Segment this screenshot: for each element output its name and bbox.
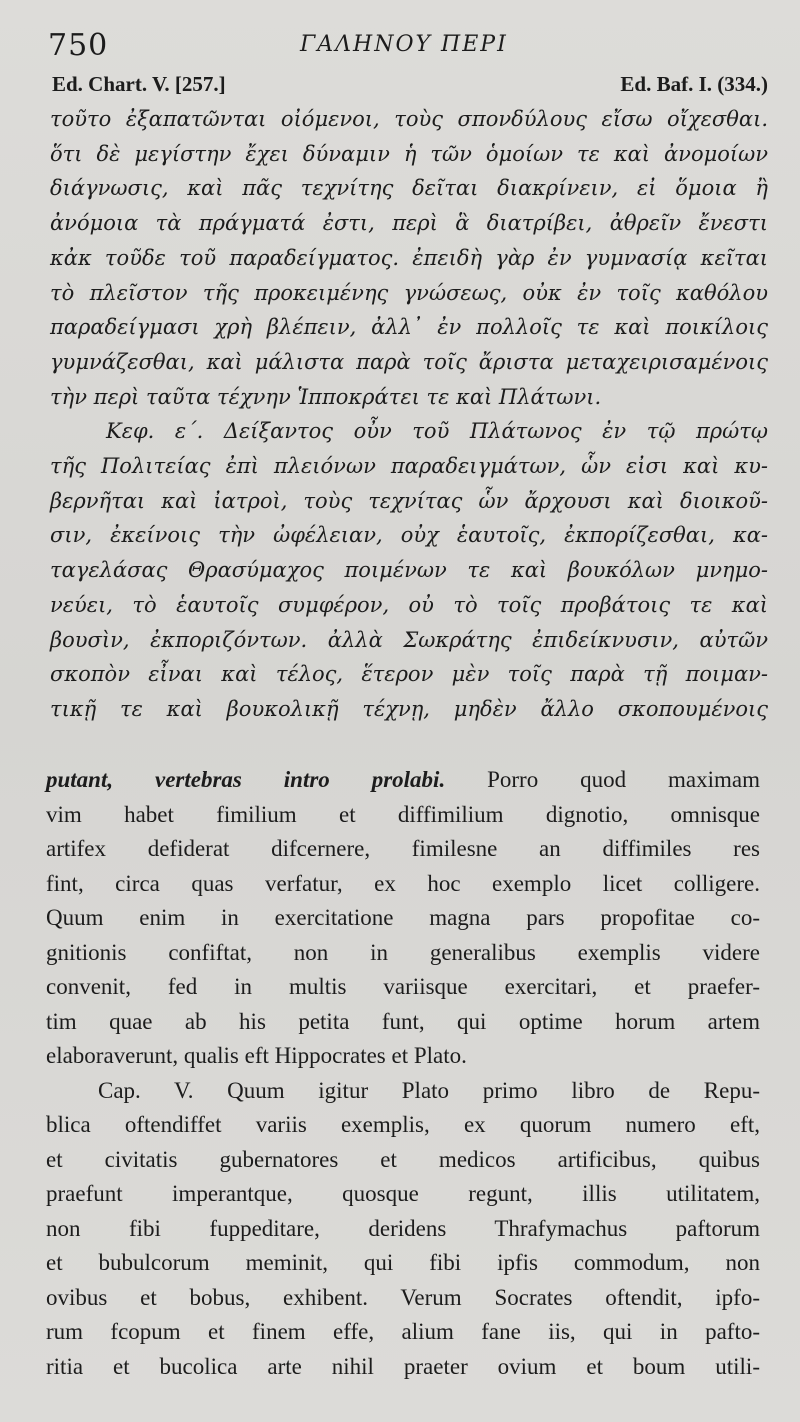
edition-references bbox=[52, 72, 768, 100]
latin-line: vim habet fimilium et diffimilium dignotio, omnisque bbox=[46, 801, 760, 827]
greek-line: ἀνόμοια τὰ πράγματά ἐστι, περὶ ἃ διατρίβει, ἀθρεῖν ἔνεστι bbox=[50, 211, 768, 236]
greek-line: ὅτι δὲ μεγίστην ἔχει δύναμιν ἡ τῶν ὁμοίων τε καὶ ἀνομοίων bbox=[50, 141, 768, 166]
edition-reference-right: Ed. Baf. I. (334.) bbox=[620, 72, 768, 96]
running-head: ΓΑΛΗΝΟΥ ΠΕΡΙ bbox=[300, 32, 508, 57]
latin-line: elaboraverunt, qualis eft Hippocrates et Plato. bbox=[46, 1043, 467, 1068]
latin-line: fint, circa quas verfatur, ex hoc exemplo licet colligere. bbox=[46, 870, 760, 896]
greek-line: ταγελάσας Θρασύμαχος ποιμένων τε καὶ βουκόλων μνημο- bbox=[50, 558, 768, 583]
greek-line: σκοπὸν εἶναι καὶ τέλος, ἕτερον μὲν τοῖς παρὰ τῇ ποιμαν- bbox=[50, 662, 768, 687]
latin-line: rum fcopum et finem effe, alium fane iis, qui in pafto- bbox=[46, 1319, 760, 1344]
greek-text-block bbox=[50, 102, 768, 727]
latin-line: blica oftendiffet variis exemplis, ex quorum numero eft, bbox=[46, 1112, 760, 1137]
latin-line: Quum enim in exercitatione magna pars propofitae co- bbox=[46, 905, 760, 930]
latin-line: non fibi fuppeditare, deridens Thrafymachus paftorum bbox=[46, 1215, 760, 1241]
greek-line: τὴν περὶ ταῦτα τέχνην Ἱπποκράτει τε καὶ Πλάτωνι. bbox=[50, 384, 602, 409]
greek-line: τῆς Πολιτείας ἐπὶ πλειόνων παραδειγμάτων, ὧν εἰσι καὶ κυ- bbox=[50, 454, 768, 479]
greek-line: παραδείγμασι χρὴ βλέπειν, ἀλλ᾽ ἐν πολλοῖς τε καὶ ποικίλοις bbox=[50, 315, 768, 340]
page-number: 750 bbox=[48, 28, 109, 63]
greek-line: τοῦτο ἐξαπατῶνται οἰόμενοι, τοὺς σπονδύλους εἴσω οἴχεσθαι. bbox=[50, 107, 768, 131]
greek-line: γυμνάζεσθαι, καὶ μάλιστα παρὰ τοῖς ἄριστα μεταχειρισαμένοις bbox=[50, 349, 768, 374]
latin-line: ritia et bucolica arte nihil praeter ovium et boum utili- bbox=[46, 1353, 760, 1379]
latin-line: praefunt imperantque, quosque regunt, illis utilitatem, bbox=[46, 1181, 760, 1206]
greek-line: βερνῆται καὶ ἰατροὶ, τοὺς τεχνίτας ὧν ἄρχουσι καὶ διοικοῦ- bbox=[50, 488, 768, 513]
greek-line: τὸ πλεῖστον τῆς προκειμένης γνώσεως, οὐκ ἐν τοῖς καθόλου bbox=[50, 280, 768, 305]
latin-line: tim quae ab his petita funt, qui optime horum artem bbox=[46, 1008, 760, 1034]
latin-chapter-start-line: Cap. V. Quum igitur Plato primo libro de Repu- bbox=[98, 1077, 760, 1103]
latin-line-first bbox=[46, 763, 760, 798]
greek-line: νεύει, τὸ ἑαυτοῖς συμφέρον, οὐ τὸ τοῖς προβάτοις τε καὶ bbox=[50, 592, 768, 617]
greek-chapter-start-line: Κεφ. ε΄. Δείξαντος οὖν τοῦ Πλάτωνος ἐν τῷ πρώτῳ bbox=[106, 419, 768, 444]
greek-line: βουσὶν, ἐκποριζόντων. ἀλλὰ Σωκράτης ἐπιδείκνυσιν, αὐτῶν bbox=[50, 627, 768, 652]
latin-line: gnitionis confiftat, non in generalibus exemplis videre bbox=[46, 939, 760, 965]
greek-line: σιν, ἐκείνοις τὴν ὠφέλειαν, οὐχ ἑαυτοῖς, ἐκπορίζεσθαι, κα- bbox=[50, 523, 768, 548]
latin-italic-phrase: putant, vertebras intro prolabi. bbox=[46, 767, 446, 792]
latin-text-block bbox=[46, 763, 760, 1384]
greek-line: διάγνωσις, καὶ πᾶς τεχνίτης δεῖται διακρίνειν, εἰ ὅμοια ἢ bbox=[50, 176, 768, 201]
page-header bbox=[48, 28, 768, 64]
greek-line: τικῇ τε καὶ βουκολικῇ τέχνῃ, μηδὲν ἄλλο σκοπουμένοις bbox=[50, 696, 768, 721]
latin-line: et civitatis gubernatores et medicos artificibus, quibus bbox=[46, 1146, 760, 1172]
latin-line: ovibus et bobus, exhibent. Verum Socrates oftendit, ipfo- bbox=[46, 1284, 760, 1310]
greek-line: κἀκ τοῦδε τοῦ παραδείγματος. ἐπειδὴ γὰρ ἐν γυμνασίᾳ κεῖται bbox=[50, 245, 768, 270]
latin-line: et bubulcorum meminit, qui fibi ipfis commodum, non bbox=[46, 1250, 760, 1275]
latin-first-rest: Porro quod maximam bbox=[445, 767, 761, 792]
latin-line: artifex defiderat difcernere, fimilesne an diffimiles res bbox=[46, 836, 760, 861]
edition-reference-left: Ed. Chart. V. [257.] bbox=[52, 72, 226, 96]
latin-line: convenit, fed in multis variisque exercitari, et praefer- bbox=[46, 974, 760, 999]
